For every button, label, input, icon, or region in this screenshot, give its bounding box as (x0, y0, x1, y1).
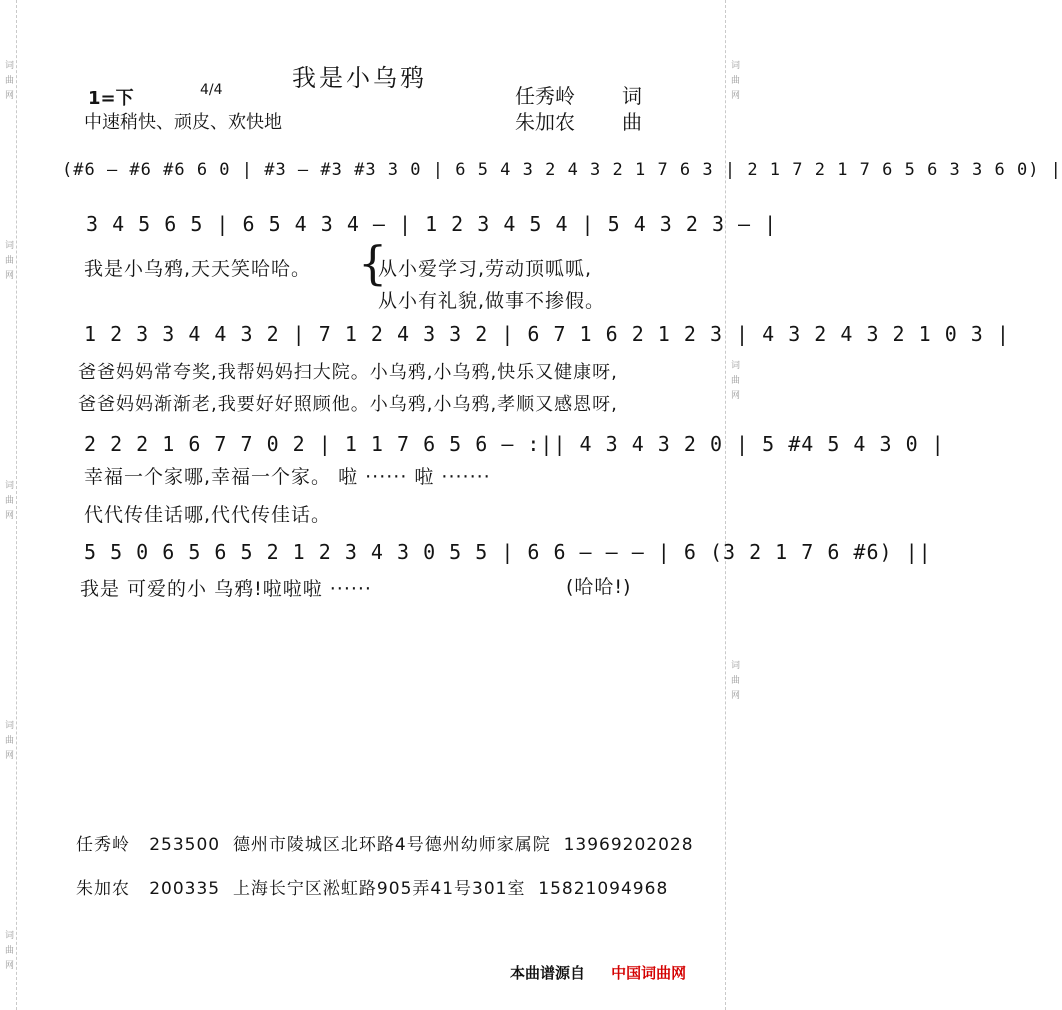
contact-row-lyricist (76, 830, 694, 855)
lyricist-role: 词 (622, 84, 642, 108)
watermark-char: 网 (729, 90, 739, 100)
watermark-char: 词 (729, 60, 739, 70)
watermark-char: 曲 (3, 75, 13, 85)
watermark-char: 词 (3, 720, 13, 730)
line2-lyric-b: 爸爸妈妈渐渐老,我要好好照顾他。小乌鸦,小乌鸦,孝顺又感恩呀, (78, 394, 618, 415)
line2-lyric-a: 爸爸妈妈常夸奖,我帮妈妈扫大院。小乌鸦,小乌鸦,快乐又健康呀, (78, 362, 618, 383)
key-signature: 1=下 (88, 88, 134, 109)
line1-verse2: 从小有礼貌,做事不掺假。 (378, 290, 606, 312)
contact-postcode: 253500 (149, 835, 221, 855)
contact-row-composer (76, 874, 668, 899)
left-margin-watermark (0, 0, 17, 1010)
watermark-char: 网 (3, 90, 13, 100)
watermark-char: 曲 (3, 945, 13, 955)
line3-lyric-b: 代代传佳话哪,代代传佳话。 (84, 504, 332, 526)
footer-source (510, 962, 686, 983)
watermark-char: 网 (729, 690, 739, 700)
watermark-char: 词 (3, 480, 13, 490)
intro-notes: (#6 — #6 #6 6 0 | #3 — #3 #3 3 0 | 6 5 4 3 2 4 3 2 1 7 6 3 | 2 1 7 2 1 7 6 5 6 3 3 6 0) | (62, 160, 1062, 180)
line2-notes: 1 2 3 3 4 4 3 2 | 7 1 2 4 3 3 2 | 6 7 1 6 2 1 2 3 | 4 3 2 4 3 2 1 0 3 | (84, 322, 1010, 346)
line3-lyric-a: 幸福一个家哪,幸福一个家。 啦 ······ 啦 ······· (84, 466, 491, 488)
line1-lyric: 我是小乌鸦,天天笑哈哈。 (84, 258, 312, 280)
right-margin-watermark (725, 0, 742, 1010)
watermark-char: 词 (3, 930, 13, 940)
tempo-marking: 中速稍快、顽皮、欢快地 (84, 112, 282, 133)
song-title: 我是小乌鸦 (292, 64, 427, 92)
watermark-char: 网 (3, 510, 13, 520)
contact-name: 任秀岭 (76, 835, 130, 855)
watermark-char: 网 (3, 750, 13, 760)
lyricist-name: 任秀岭 (515, 84, 575, 108)
line4-notes: 5 5 0 6 5 6 5 2 1 2 3 4 3 0 5 5 | 6 6 — — — | 6 (3 2 1 7 6 #6) || (84, 540, 932, 564)
composer-name: 朱加农 (515, 110, 575, 134)
source-site-link[interactable]: 中国词曲网 (611, 964, 687, 982)
line3-notes: 2 2 2 1 6 7 7 0 2 | 1 1 7 6 5 6 — :|| 4 3 4 3 2 0 | 5 #4 5 4 3 0 | (84, 432, 945, 456)
contact-name: 朱加农 (76, 879, 130, 899)
watermark-char: 曲 (3, 735, 13, 745)
line1-verse1: 从小爱学习,劳动顶呱呱, (378, 258, 593, 280)
meter-mark: 4/4 (200, 82, 223, 98)
line4-aside: (哈哈!) (566, 576, 632, 598)
watermark-char: 词 (729, 660, 739, 670)
watermark-char: 网 (3, 960, 13, 970)
watermark-char: 网 (3, 270, 13, 280)
line4-lyric: 我是 可爱的小 乌鸦!啦啦啦 ······ (80, 578, 372, 600)
watermark-char: 曲 (729, 375, 739, 385)
watermark-char: 词 (729, 360, 739, 370)
contact-phone: 13969202028 (563, 835, 694, 855)
contact-address: 德州市陵城区北环路4号德州幼师家属院 (232, 835, 551, 855)
watermark-char: 网 (729, 390, 739, 400)
contact-postcode: 200335 (149, 879, 221, 899)
composer-role: 曲 (622, 110, 642, 134)
watermark-char: 曲 (3, 255, 13, 265)
watermark-char: 曲 (3, 495, 13, 505)
watermark-char: 曲 (729, 75, 739, 85)
watermark-char: 曲 (729, 675, 739, 685)
verse-brace: { (358, 236, 388, 290)
source-label: 本曲谱源自 (510, 964, 586, 982)
contact-phone: 15821094968 (538, 879, 669, 899)
line1-notes: 3 4 5 6 5 | 6 5 4 3 4 — | 1 2 3 4 5 4 | 5 4 3 2 3 — | (86, 212, 778, 236)
watermark-char: 词 (3, 60, 13, 70)
watermark-char: 词 (3, 240, 13, 250)
contact-address: 上海长宁区淞虹路905弄41号301室 (232, 879, 526, 899)
